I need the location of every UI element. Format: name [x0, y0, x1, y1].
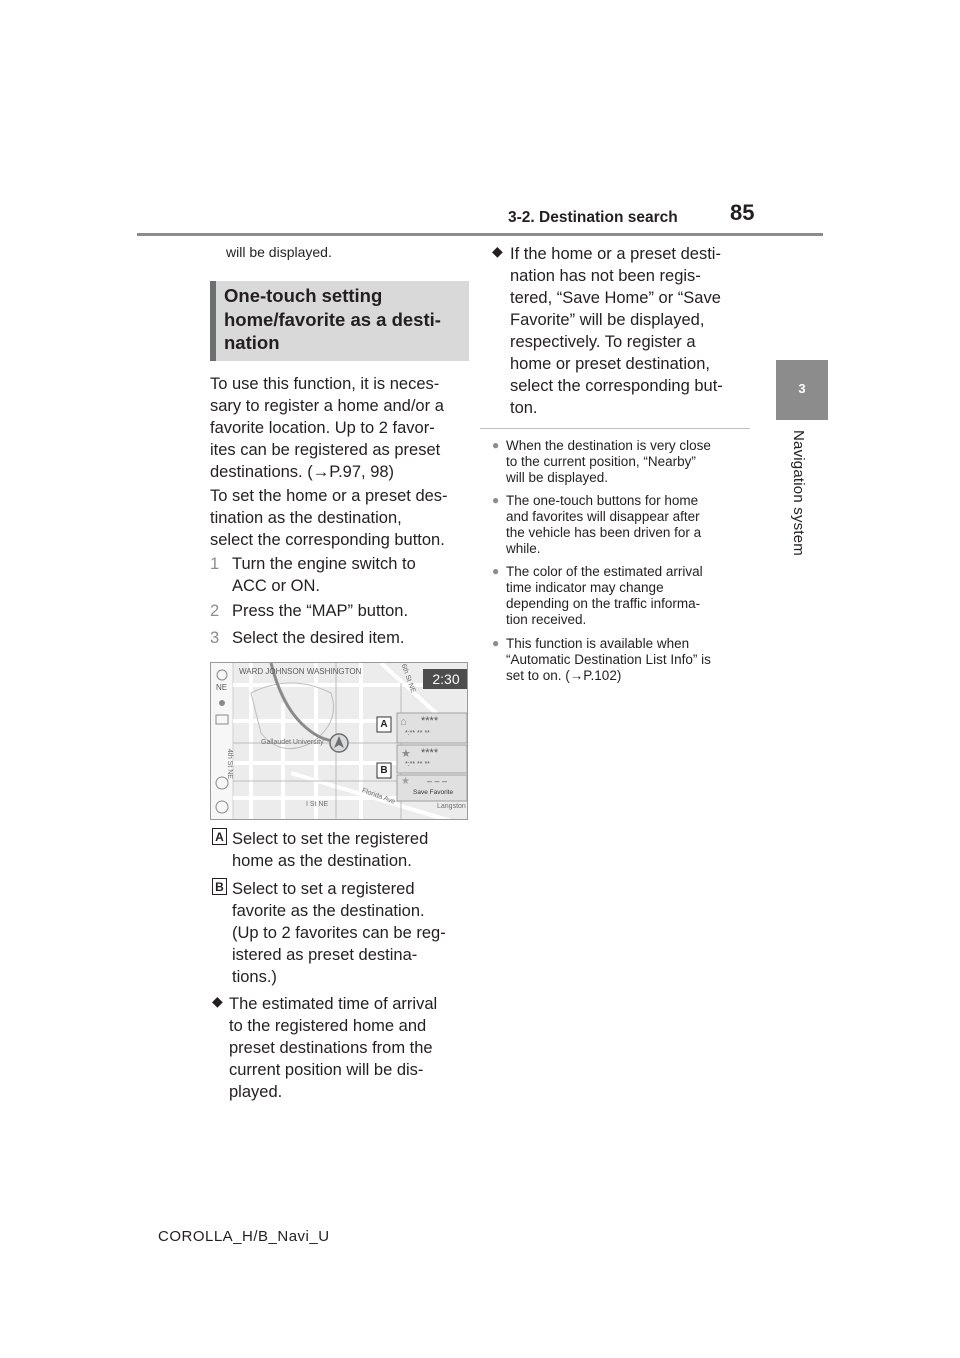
- star-icon: ★: [401, 748, 411, 760]
- diamond-bullet-icon: ◆: [492, 243, 503, 259]
- step-number: 2: [210, 602, 220, 620]
- step-3: [210, 627, 470, 649]
- map-street-top: WARD JOHNSON WASHINGTON: [239, 667, 362, 676]
- map-street-florida: Florida Ave: [360, 787, 397, 806]
- step-text: Select the desired item.: [232, 629, 405, 647]
- map-compass: NE: [216, 683, 228, 692]
- document-id: COROLLA_H/B_Navi_U: [158, 1228, 330, 1245]
- step-1: [210, 553, 470, 597]
- header-rule: [137, 233, 823, 236]
- step-number: 1: [210, 555, 220, 573]
- paragraph-set-destination: To set the home or a preset des- tination as the destination, select the corresponding button.: [210, 487, 448, 549]
- map-street-1st: I St NE: [306, 801, 329, 808]
- section-heading: One-touch setting home/favorite as a desti- nation: [224, 285, 441, 353]
- chapter-title: Navigation system: [790, 430, 807, 556]
- callout-a-text: Select to set the registered home as the destination.: [232, 830, 429, 870]
- save-favorite-label: Save Favorite: [413, 789, 454, 796]
- paragraph-register: To use this function, it is neces- sary to register a home and/or a favorite location. Up to 2 favor- ites can be registered as preset destinations. (→P.97, 98): [210, 375, 444, 481]
- map-place-langston: Langston: [437, 803, 466, 810]
- map-place-university: Gallaudet University: [261, 739, 324, 746]
- note-bullet-icon: ●: [492, 564, 500, 578]
- step-2: [210, 600, 470, 622]
- home-button[interactable]: [397, 713, 467, 743]
- callout-a-badge: A: [212, 828, 227, 845]
- step-number: 3: [210, 629, 220, 647]
- home-icon: ⌂: [400, 716, 407, 728]
- note-nearby: When the destination is very close to the current position, “Nearby” will be displayed.: [506, 438, 711, 485]
- bullet-eta: The estimated time of arrival to the registered home and preset destinations from the current position will be dis- played.: [229, 995, 438, 1101]
- favorite-stars: ****: [421, 747, 439, 759]
- note-disappear: The one-touch buttons for home and favorites will disappear after the vehicle has been driven for a while.: [506, 493, 702, 556]
- bullet-register: If the home or a preset desti- nation has not been regis- tered, “Save Home” or “Save Favorite” will be displayed, respectively. To register a home or preset destination, select the corresponding but- ton.: [510, 245, 723, 417]
- page-number: 85: [730, 200, 755, 225]
- map-screenshot: [210, 662, 468, 820]
- step-text: Turn the engine switch to ACC or ON.: [232, 555, 416, 595]
- note-bullet-icon: ●: [492, 493, 500, 507]
- notes-rule: [480, 428, 750, 429]
- note-bullet-icon: ●: [492, 438, 500, 452]
- note-bullet-icon: ●: [492, 636, 500, 650]
- map-label-b: B: [380, 765, 388, 776]
- section-heading-box: [210, 281, 469, 361]
- map-street-4th: 4th St NE: [226, 749, 233, 779]
- diamond-bullet-icon: ◆: [212, 993, 223, 1009]
- note-color: The color of the estimated arrival time indicator may change depending on the traffic informa- tion received.: [506, 564, 703, 627]
- empty-dashes: – – –: [427, 776, 448, 786]
- callout-b-text: Select to set a registered favorite as the destination. (Up to 2 favorites can be reg- istered as preset destina- tions.): [232, 880, 446, 986]
- favorite-button[interactable]: [397, 745, 467, 773]
- home-stars: ****: [421, 715, 439, 727]
- callout-b-badge: B: [212, 878, 227, 895]
- intro-tail: will be displayed.: [226, 244, 332, 260]
- note-availability: This function is available when “Automatic Destination List Info” is set to on. (→P.102): [506, 636, 711, 683]
- step-text: Press the “MAP” button.: [232, 602, 409, 620]
- save-favorite-button[interactable]: [397, 775, 467, 801]
- section-title: 3-2. Destination search: [508, 209, 678, 226]
- home-eta: *:** ** **: [405, 730, 430, 737]
- star-icon: ★: [401, 776, 410, 787]
- favorite-eta: *:** ** **: [405, 761, 430, 768]
- map-street-6th: 6th St NE: [399, 663, 417, 694]
- chapter-tab: 3: [776, 360, 828, 420]
- map-label-a: A: [380, 719, 388, 730]
- map-clock: 2:30: [432, 671, 460, 687]
